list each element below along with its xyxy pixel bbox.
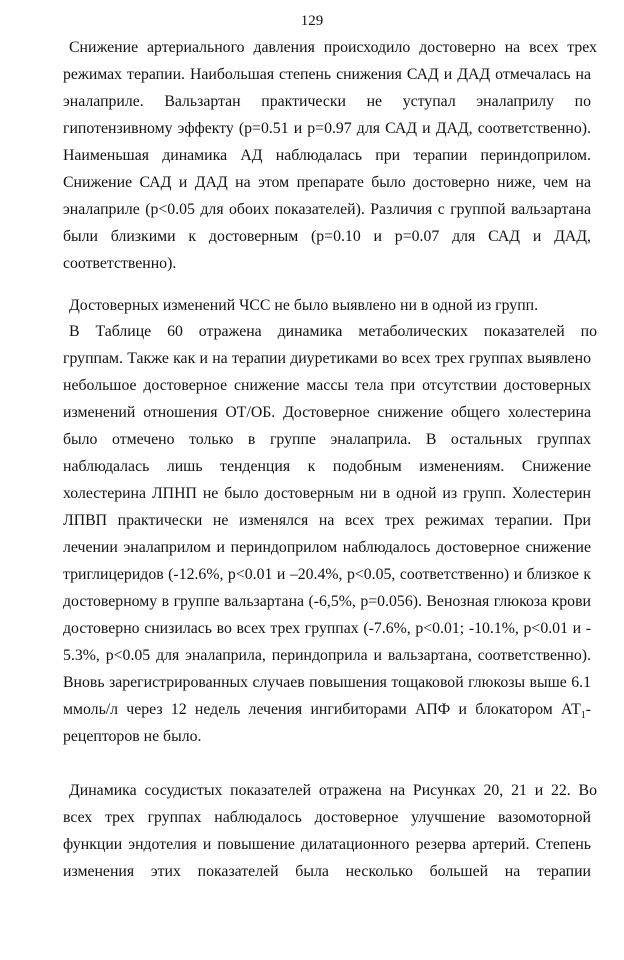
paragraph-line: гипотензивному эффекту (p=0.51 и p=0.97 для САД и ДАД, соответственно).	[63, 120, 591, 137]
paragraph-line: функции эндотелия и повышение дилатационного резерва артерий. Степень	[63, 836, 591, 853]
paragraph-line: всех трех группах наблюдалось достоверное улучшение вазомоторной	[63, 809, 591, 826]
paragraph-line: холестерина ЛПНП не было достоверным ни в одной из групп. Холестерин	[63, 485, 591, 502]
paragraph-line: было отмечено только в группе эналаприла. В остальных группах	[63, 431, 591, 448]
paragraph-line: достоверно снизилась во всех трех группах (-7.6%, p<0.01; -10.1%, p<0.01 и -	[63, 620, 591, 637]
paragraph-line: эналаприле (p<0.05 для обоих показателей). Различия с группой вальзартана	[63, 201, 591, 218]
paragraph-line: рецепторов не было.	[63, 728, 202, 745]
paragraph-line: Снижение артериального давления происходило достоверно на всех трех	[69, 39, 597, 56]
paragraph-line: небольшое достоверное снижение массы тела при отсутствии достоверных	[63, 377, 591, 394]
paragraph-line: были близкими к достоверным (p=0.10 и p=0.07 для САД и ДАД,	[63, 228, 591, 245]
paragraph-3	[63, 318, 597, 750]
paragraph-1	[63, 34, 597, 277]
paragraph-line: В Таблице 60 отражена динамика метаболических показателей по	[69, 323, 597, 340]
paragraph-line: 5.3%, p<0.05 для эналаприла, периндоприла и вальзартана, соответственно).	[63, 647, 591, 664]
paragraph-line-with-subscript	[63, 696, 591, 723]
paragraph-line: Наименьшая динамика АД наблюдалась при терапии периндоприлом.	[63, 147, 591, 164]
subscript-suffix: -	[585, 701, 591, 718]
paragraph-4	[63, 777, 597, 885]
paragraph-line: Динамика сосудистых показателей отражена на Рисунках 20, 21 и 22. Во	[69, 782, 597, 799]
subscript-text: 1	[580, 710, 586, 722]
paragraph-line: триглицеридов (-12.6%, p<0.01 и –20.4%, p<0.05, соответственно) и близкое к	[63, 566, 591, 583]
paragraph-line: режимах терапии. Наибольшая степень снижения САД и ДАД отмечалась на	[63, 66, 591, 83]
page-number: 129	[300, 13, 324, 29]
paragraph-line: лечении эналаприлом и периндоприлом наблюдалось достоверное снижение	[63, 539, 591, 556]
paragraph-line: достоверному в группе вальзартана (-6,5%, p=0.056). Венозная глюкоза крови	[63, 593, 591, 610]
paragraph-line: Достоверных изменений ЧСС не было выявлено ни в одной из групп.	[69, 297, 539, 314]
paragraph-line: ЛПВП практически не изменялся на всех трех режимах терапии. При	[63, 512, 591, 529]
paragraph-line: изменений отношения ОТ/ОБ. Достоверное снижение общего холестерина	[63, 404, 591, 421]
paragraph-line: эналаприле. Вальзартан практически не уступал эналаприлу по	[63, 93, 591, 110]
paragraph-line: Снижение САД и ДАД на этом препарате было достоверно ниже, чем на	[63, 174, 591, 191]
paragraph-line: Вновь зарегистрированных случаев повышения тощаковой глюкозы выше 6.1	[63, 674, 591, 691]
paragraph-line: наблюдалась лишь тенденция к подобным изменениям. Снижение	[63, 458, 591, 475]
paragraph-line: изменения этих показателей была несколько большей на терапии	[63, 863, 591, 880]
paragraph-line: группам. Также как и на терапии диуретиками во всех трех группах выявлено	[63, 350, 591, 367]
paragraph-line: соответственно).	[63, 255, 177, 272]
paragraph-line-text: ммоль/л через 12 недель лечения ингибиторами АПФ и блокатором АТ	[63, 701, 581, 718]
paragraph-2	[63, 292, 591, 319]
